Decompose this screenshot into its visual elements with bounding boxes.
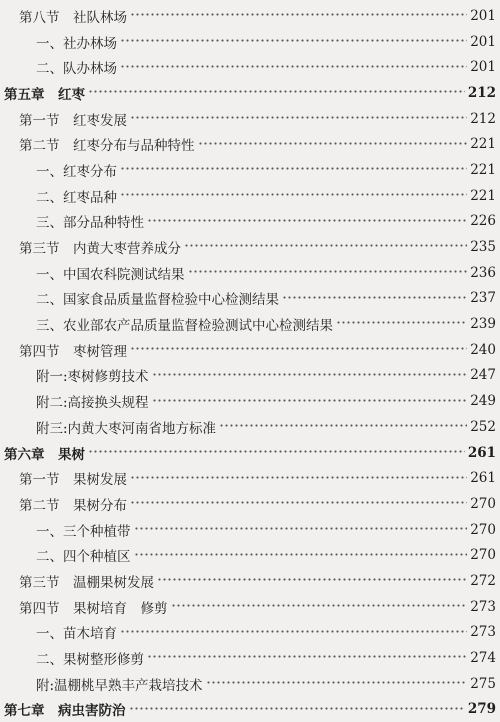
toc-entry-title: 一、三个种植带 — [36, 523, 131, 540]
toc-entry-page-number: 275 — [470, 675, 496, 692]
dot-leader — [188, 267, 468, 277]
toc-entry-page-number: 226 — [470, 213, 496, 230]
dot-leader — [120, 190, 467, 200]
toc-entry-page-number: 212 — [467, 84, 496, 101]
toc-entry-title: 第一节 红枣发展 — [19, 112, 127, 129]
toc-entry-section — [0, 3, 500, 29]
toc-entry-page-number: 221 — [470, 136, 496, 153]
toc-entry-page-number: 239 — [470, 316, 496, 333]
toc-entry-title: 第七章 病虫害防治 — [4, 703, 126, 720]
toc-entry-page-number: 270 — [470, 521, 496, 538]
toc-entry-sub — [0, 671, 500, 697]
dot-leader — [130, 10, 467, 20]
toc-entry-sub — [0, 286, 500, 312]
dot-leader — [282, 292, 467, 302]
dot-leader — [130, 112, 467, 122]
toc-entry-page-number: 249 — [470, 393, 496, 410]
toc-entry-title: 附一:枣树修剪技术 — [36, 369, 149, 386]
dot-leader — [147, 652, 467, 662]
toc-entry-page-number: 247 — [470, 367, 496, 384]
dot-leader — [130, 472, 467, 482]
toc-entry-sub — [0, 183, 500, 209]
toc-entry-title: 附:温棚桃早熟丰产栽培技术 — [36, 677, 203, 694]
toc-entry-sub — [0, 620, 500, 646]
toc-entry-title: 三、农业部农产品质量监督检验测试中心检测结果 — [36, 318, 333, 335]
toc-entry-page-number: 240 — [470, 341, 496, 358]
toc-entry-title: 一、红枣分布 — [36, 163, 117, 180]
toc-entry-section — [0, 106, 500, 132]
toc-entry-chapter — [0, 80, 500, 106]
toc-entry-page-number: 270 — [470, 495, 496, 512]
toc-entry-title: 附二:高接换头规程 — [36, 395, 149, 412]
toc-entry-title: 第二节 果树分布 — [19, 497, 127, 514]
toc-entry-title: 一、中国农科院测试结果 — [36, 266, 185, 283]
dot-leader — [219, 421, 467, 431]
toc-entry-sub — [0, 388, 500, 414]
toc-entry-chapter — [0, 697, 500, 722]
dot-leader — [120, 35, 467, 45]
toc-entry-title: 一、苗木培育 — [36, 626, 117, 643]
dot-leader — [120, 626, 467, 636]
toc-entry-sub — [0, 414, 500, 440]
toc-entry-page-number: 273 — [470, 598, 496, 615]
toc-entry-title: 一、社办林场 — [36, 35, 117, 52]
dot-leader — [134, 549, 468, 559]
toc-entry-page-number: 252 — [470, 418, 496, 435]
toc-entry-page-number: 221 — [470, 187, 496, 204]
toc-entry-page-number: 279 — [467, 701, 496, 718]
dot-leader — [184, 241, 467, 251]
toc-entry-page-number: 272 — [470, 572, 496, 589]
toc-entry-section — [0, 465, 500, 491]
toc-entry-section — [0, 491, 500, 517]
dot-leader — [171, 601, 468, 611]
toc-entry-page-number: 201 — [470, 59, 496, 76]
toc-entry-title: 二、红枣品种 — [36, 189, 117, 206]
toc-entry-sub — [0, 542, 500, 568]
dot-leader — [157, 575, 467, 585]
dot-leader — [88, 87, 465, 97]
toc-entry-sub — [0, 363, 500, 389]
toc-entry-title: 三、部分品种特性 — [36, 215, 144, 232]
dot-leader — [120, 61, 467, 71]
dot-leader — [336, 318, 467, 328]
toc-entry-page-number: 201 — [470, 7, 496, 24]
toc-entry-title: 第五章 红枣 — [4, 86, 85, 103]
toc-entry-title: 第六章 果树 — [4, 446, 85, 463]
toc-entry-title: 附三:内黄大枣河南省地方标准 — [36, 420, 217, 437]
toc-entry-title: 第二节 红枣分布与品种特性 — [19, 138, 195, 155]
toc-entry-title: 第四节 果树培育 修剪 — [19, 600, 168, 617]
toc-entry-section — [0, 131, 500, 157]
dot-leader — [88, 446, 465, 456]
dot-leader — [147, 215, 467, 225]
dot-leader — [152, 395, 467, 405]
toc-entry-sub — [0, 157, 500, 183]
dot-leader — [129, 703, 465, 713]
table-of-contents — [0, 3, 500, 722]
toc-entry-page-number: 212 — [470, 110, 496, 127]
toc-entry-page-number: 237 — [470, 290, 496, 307]
dot-leader — [120, 164, 467, 174]
toc-entry-page-number: 221 — [470, 161, 496, 178]
toc-entry-sub — [0, 29, 500, 55]
toc-entry-section — [0, 568, 500, 594]
toc-entry-section — [0, 234, 500, 260]
toc-entry-page-number: 273 — [470, 624, 496, 641]
toc-entry-page-number: 261 — [467, 444, 496, 461]
dot-leader — [130, 344, 467, 354]
toc-entry-sub — [0, 645, 500, 671]
dot-leader — [130, 498, 467, 508]
dot-leader — [198, 138, 468, 148]
dot-leader — [152, 369, 467, 379]
toc-entry-sub — [0, 54, 500, 80]
toc-entry-title: 二、果树整形修剪 — [36, 652, 144, 669]
toc-entry-page-number: 270 — [470, 547, 496, 564]
toc-entry-section — [0, 594, 500, 620]
dot-leader — [206, 678, 467, 688]
toc-entry-title: 第三节 内黄大枣营养成分 — [19, 241, 181, 258]
toc-entry-sub — [0, 517, 500, 543]
toc-entry-title: 二、队办林场 — [36, 61, 117, 78]
toc-entry-sub — [0, 209, 500, 235]
toc-entry-page-number: 201 — [470, 33, 496, 50]
toc-entry-title: 第一节 果树发展 — [19, 472, 127, 489]
toc-entry-title: 第四节 枣树管理 — [19, 343, 127, 360]
toc-entry-title: 第八节 社队林场 — [19, 9, 127, 26]
dot-leader — [134, 523, 468, 533]
toc-entry-page-number: 261 — [470, 470, 496, 487]
toc-entry-page-number: 274 — [470, 650, 496, 667]
toc-entry-section — [0, 337, 500, 363]
toc-entry-page-number: 236 — [470, 264, 496, 281]
toc-entry-title: 二、国家食品质量监督检验中心检测结果 — [36, 292, 279, 309]
toc-entry-title: 二、四个种植区 — [36, 549, 131, 566]
toc-entry-title: 第三节 温棚果树发展 — [19, 574, 154, 591]
toc-entry-sub — [0, 260, 500, 286]
toc-entry-sub — [0, 311, 500, 337]
toc-entry-page-number: 235 — [470, 239, 496, 256]
toc-entry-chapter — [0, 440, 500, 466]
